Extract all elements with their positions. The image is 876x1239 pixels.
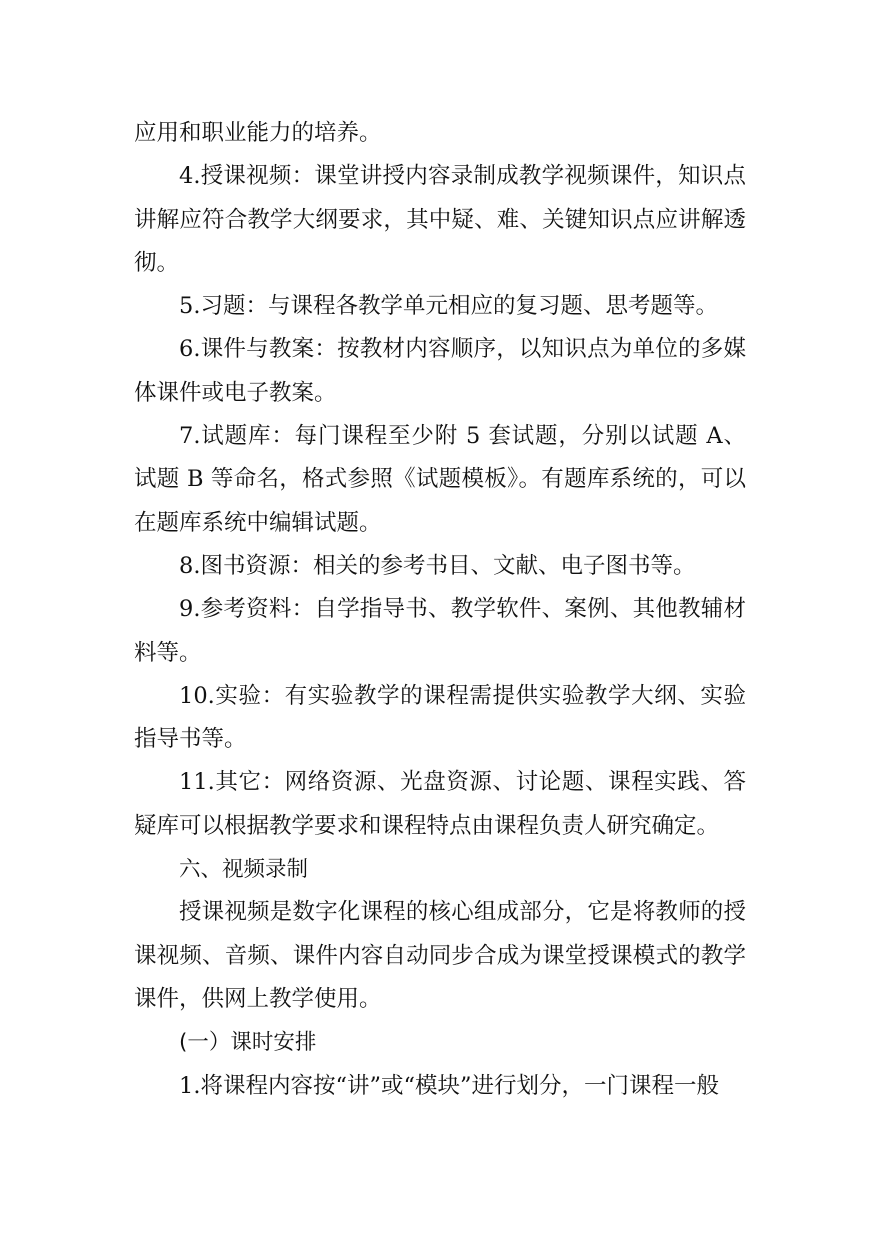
section-heading-video-recording: 六、视频录制 [179, 857, 309, 883]
list-item-teaching-video: 4.授课视频：课堂讲授内容录制成教学视频课件，知识点讲解应符合教学大纲要求，其中疑、难、关键知识点应讲解透彻。 [134, 163, 746, 276]
list-item-exercises: 5.习题：与课程各教学单元相应的复习题、思考题等。 [179, 293, 718, 320]
list-item-question-bank: 7.试题库：每门课程至少附 5 套试题，分别以试题 A、试题 B 等命名，格式参照《试题模板》。有题库系统的，可以在题库系统中编辑试题。 [134, 423, 746, 536]
list-item-book-resources: 8.图书资源：相关的参考书目、文献、电子图书等。 [179, 552, 696, 579]
subsection-heading-class-hours: (一）课时安排 [179, 1030, 317, 1056]
list-item-course-division: 1.将课程内容按“讲”或“模块”进行划分，一门课程一般 [179, 1072, 719, 1099]
list-item-reference-materials: 9.参考资料：自学指导书、教学软件、案例、其他教辅材料等。 [134, 596, 746, 666]
list-item-courseware: 6.课件与教案：按教材内容顺序，以知识点为单位的多媒体课件或电子教案。 [134, 336, 746, 406]
document-body [134, 112, 746, 1108]
list-item-experiments: 10.实验：有实验教学的课程需提供实验教学大纲、实验指导书等。 [134, 682, 746, 753]
list-item-other: 11.其它：网络资源、光盘资源、讨论题、课程实践、答疑库可以根据教学要求和课程特点由课程负责人研究确定。 [134, 769, 746, 839]
paragraph-continuation: 应用和职业能力的培养。 [134, 120, 382, 146]
paragraph-video-intro: 授课视频是数字化课程的核心组成部分，它是将教师的授课视频、音频、课件内容自动同步合成为课堂授课模式的教学课件，供网上教学使用。 [134, 899, 746, 1012]
